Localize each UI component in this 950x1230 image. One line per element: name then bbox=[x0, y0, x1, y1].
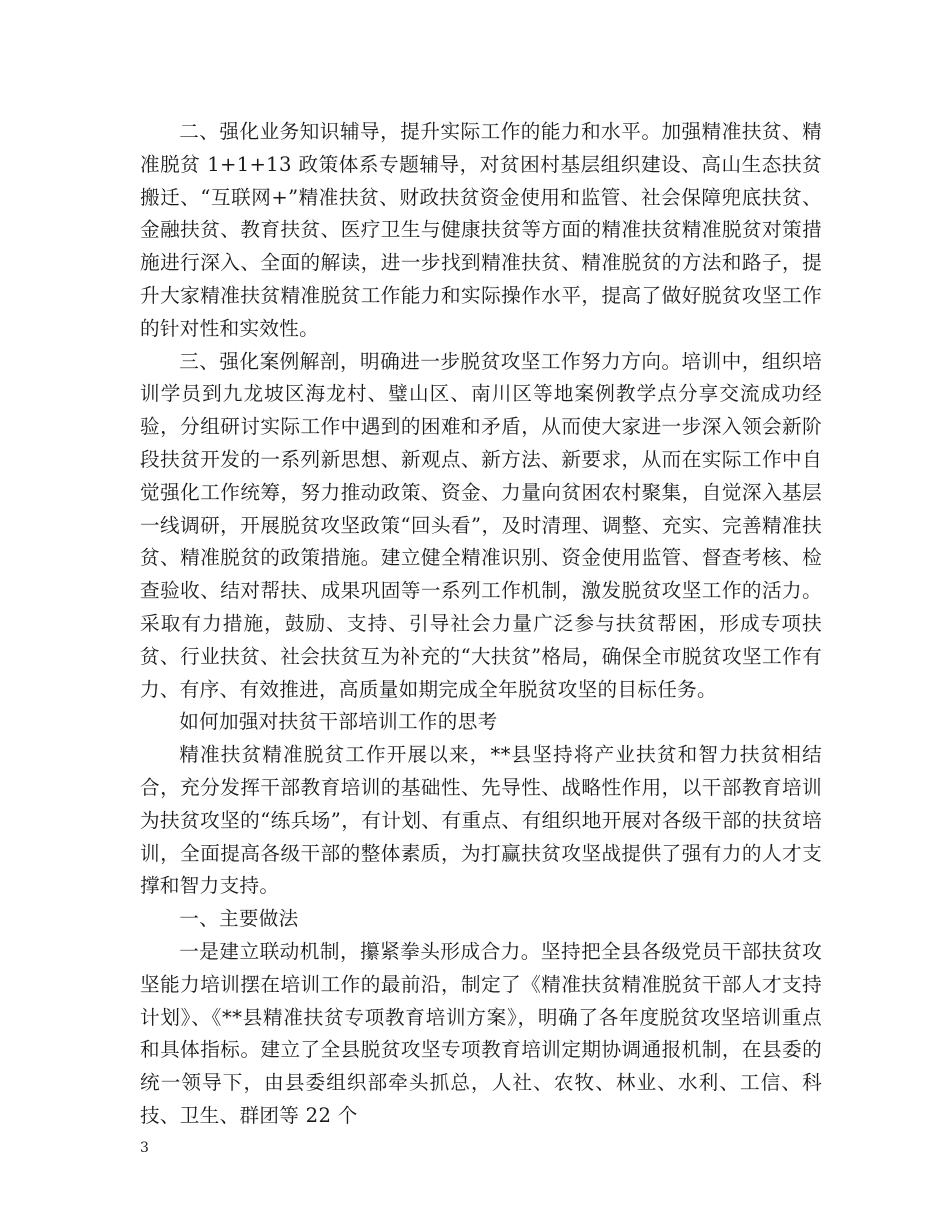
subheading-main-methods: 一、主要做法 bbox=[179, 907, 299, 931]
section-heading: 如何加强对扶贫干部培训工作的思考 bbox=[179, 710, 498, 734]
page-number: 3 bbox=[140, 1140, 149, 1156]
paragraph-introduction: 精准扶贫精准脱贫工作开展以来，**县坚持将产业扶贫和智力扶贫相结合，充分发挥干部教育培训的基础性、先导性、战略性作用，以干部教育培训为扶贫攻坚的“练兵场”，有计划、有重点、有组织地开展对各级干部的扶贫培训，全面提高各级干部的整体素质，为打赢扶贫攻坚战提供了强有力的人才支撑和智力支持。 bbox=[140, 743, 822, 898]
document-body bbox=[140, 116, 822, 1133]
paragraph-linkage-mechanism: 一是建立联动机制，攥紧拳头形成合力。坚持把全县各级党员干部扶贫攻坚能力培训摆在培训工作的最前沿，制定了《精准扶贫精准脱贫干部人才支持计划》、《**县精准扶贫专项教育培训方案》，明确了各年度脱贫攻坚培训重点和具体指标。建立了全县脱贫攻坚专项教育培训定期协调通报机制，在县委的统一领导下，由县委组织部牵头抓总，人社、农牧、林业、水利、工信、科技、卫生、群团等 22 个 bbox=[140, 939, 822, 1127]
paragraph-case-analysis: 三、强化案例解剖，明确进一步脱贫攻坚工作努力方向。培训中，组织培训学员到九龙坡区海龙村、璧山区、南川区等地案例教学点分享交流成功经验，分组研讨实际工作中遇到的困难和矛盾，从而使大家进一步深入领会新阶段扶贫开发的一系列新思想、新观点、新方法、新要求，从而在实际工作中自觉强化工作统筹，努力推动政策、资金、力量向贫困农村聚集，自觉深入基层一线调研，开展脱贫攻坚政策“回头看”，及时清理、调整、充实、完善精准扶贫、精准脱贫的政策措施。建立健全精准识别、资金使用监管、督查考核、检查验收、结对帮扶、成果巩固等一系列工作机制，激发脱贫攻坚工作的活力。采取有力措施，鼓励、支持、引导社会力量广泛参与扶贫帮困，形成专项扶贫、行业扶贫、社会扶贫互为补充的“大扶贫”格局，确保全市脱贫攻坚工作有力、有序、有效推进，高质量如期完成全年脱贫攻坚的目标任务。 bbox=[140, 349, 822, 701]
paragraph-strengthen-knowledge: 二、强化业务知识辅导，提升实际工作的能力和水平。加强精准扶贫、精准脱贫 1+1+13 政策体系专题辅导，对贫困村基层组织建设、高山生态扶贫搬迁、“互联网+”精准扶贫、财政扶贫资金使用和监管、社会保障兜底扶贫、金融扶贫、教育扶贫、医疗卫生与健康扶贫等方面的精准扶贫精准脱贫对策措施进行深入、全面的解读，进一步找到精准扶贫、精准脱贫的方法和路子，提升大家精准扶贫精准脱贫工作能力和实际操作水平，提高了做好脱贫攻坚工作的针对性和实效性。 bbox=[140, 120, 822, 340]
